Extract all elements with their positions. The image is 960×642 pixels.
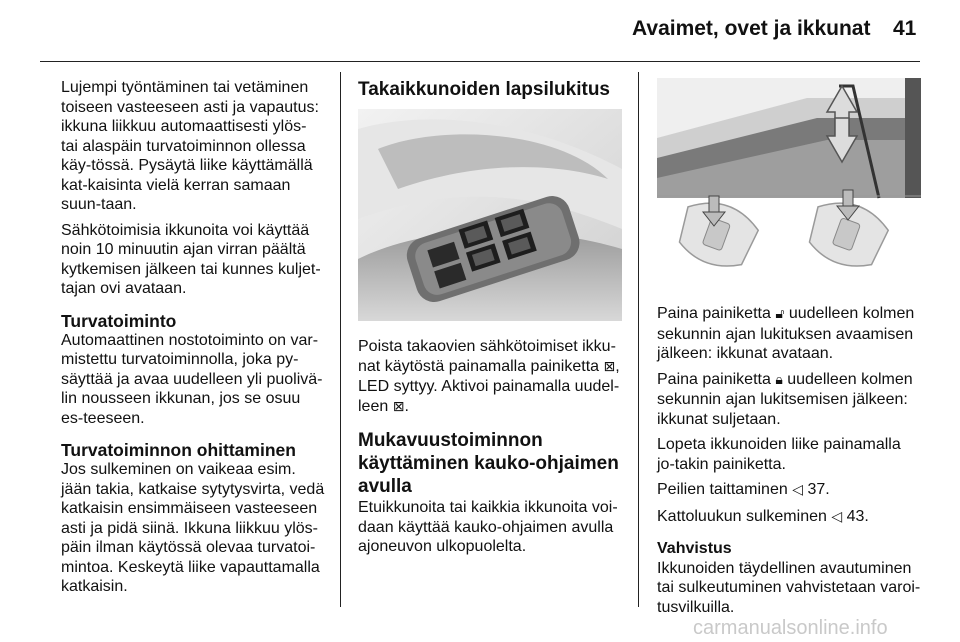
column-3 <box>657 78 922 623</box>
paragraph-confirmation: Ikkunoiden täydellinen avautuminen tai sulkeutuminen vahvistetaan varoi-tusvilkuilla. <box>657 559 921 616</box>
column-2 <box>358 78 623 563</box>
heading-safety-function: Turvatoiminto <box>61 310 177 331</box>
paragraph-override-safety: Jos sulkeminen on vaikeaa esim. jään takia, katkaise sytytysvirta, vedä katkaisin ensimmäiseen vasteeseen asti ja pidä siinä. Ikkuna liikkuu ylös-päin ilman käytössä olevaa turvatoi-mintoa. Keskeytä liike vapauttamalla katkaisin. <box>61 461 325 595</box>
page-number: 41 <box>893 17 917 40</box>
paragraph-unlock-open: Paina painiketta 🔓︎ uudelleen kolmen sekunnin ajan lukituksen avaamisen jälkeen: ikkunat avataan. <box>657 305 915 362</box>
watermark: carmanualsonline.info <box>693 617 888 639</box>
heading-override-safety: Turvatoiminnon ohittaminen <box>61 440 296 460</box>
paragraph-remote-comfort: Etuikkunoita tai kaikkia ikkunoita voi-daan käyttää kauko-ohjaimen avulla ajoneuvon ulkopuolelta. <box>358 499 618 555</box>
paragraph-sunroof-closing: Kattoluukun sulkeminen ◁ 43. <box>657 507 869 525</box>
heading-remote-comfort: Mukavuustoiminnon käyttäminen kauko-ohjaimen avulla <box>358 430 619 497</box>
column-divider-2 <box>638 72 639 607</box>
paragraph-safety-function: Automaattinen nostotoiminto on var-mistettu turvatoiminnolla, joka py-säyttää ja avaa uudelleen yli puolivä-lin nousseen ikkunan, jos se osuu es-teeseen. <box>61 331 323 427</box>
paragraph-lock-close: Paina painiketta 🔒︎ uudelleen kolmen sekunnin ajan lukitsemisen jälkeen: ikkunat suljetaan. <box>657 370 913 428</box>
page-header-title: Avaimet, ovet ja ikkunat <box>632 17 871 40</box>
paragraph-auto-movement: Lujempi työntäminen tai vetäminen toiseen vasteeseen asti ja vapautus: ikkuna liikkuu automaattisesti ylös- tai alaspäin turvatoiminnon ollessa käy-tössä. Pysäytä liike käyttämällä kat-kaisinta vielä kerran samaan suun-taan. <box>61 79 319 213</box>
paragraph-10-minutes: Sähkötoimisia ikkunoita voi käyttää noin 10 minuutin ajan virran päältä kytkemisen jälkeen tai kunnes kuljet-tajan ovi avataan. <box>61 221 321 297</box>
header-divider <box>40 61 920 62</box>
remote-window-image <box>657 78 921 288</box>
child-lock-button-icon-2: ⊠ <box>392 398 405 415</box>
paragraph-mirror-folding: Peilien taittaminen ◁ 37. <box>657 481 830 498</box>
unlock-button-icon: 🔓︎ <box>775 306 785 322</box>
child-lock-button-icon: ⊠ <box>603 358 616 375</box>
door-switch-panel-image <box>358 109 622 321</box>
heading-confirmation: Vahvistus <box>657 540 732 557</box>
page-reference-icon: ◁ <box>792 482 803 498</box>
column-divider-1 <box>340 72 341 607</box>
column-1 <box>61 78 326 603</box>
page-reference-icon-2: ◁ <box>831 508 843 525</box>
lock-button-icon: 🔒︎ <box>775 371 783 388</box>
heading-child-lock: Takaikkunoiden lapsilukitus <box>358 79 610 100</box>
paragraph-child-lock: Poista takaovien sähkötoimiset ikku-nat käytöstä painamalla painiketta ⊠, LED syttyy. Aktivoi painamalla uudel-leen ⊠. <box>358 338 620 415</box>
paragraph-stop-movement: Lopeta ikkunoiden liike painamalla jo-takin painiketta. <box>657 436 901 473</box>
